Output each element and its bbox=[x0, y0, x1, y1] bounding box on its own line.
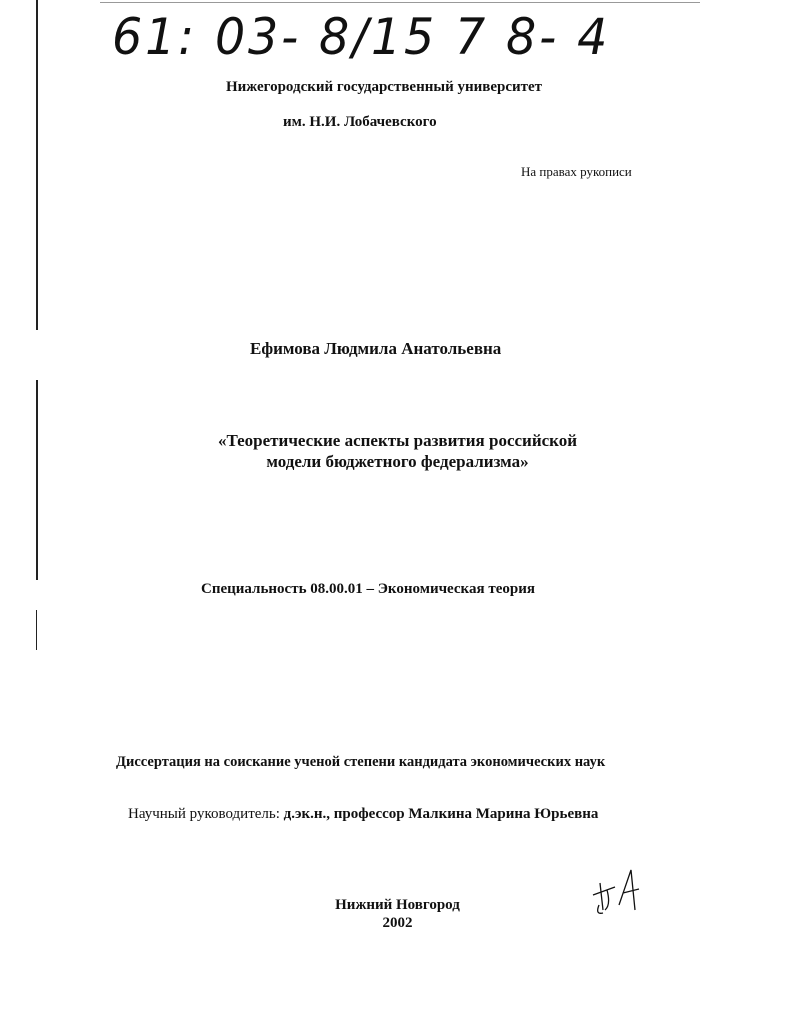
scan-margin-line bbox=[36, 0, 38, 330]
scan-margin-line bbox=[36, 610, 37, 650]
degree-statement: Диссертация на соискание ученой степени кандидата экономических наук bbox=[116, 754, 606, 770]
supervisor-name: д.эк.н., профессор Малкина Марина Юрьевна bbox=[283, 806, 599, 822]
supervisor-line bbox=[128, 806, 598, 823]
author-name: Ефимова Людмила Анатольевна bbox=[250, 339, 502, 358]
specialty: Специальность 08.00.01 – Экономическая теория bbox=[201, 581, 535, 597]
city: Нижний Новгород bbox=[335, 897, 460, 913]
university-name: Нижегородский государственный университет bbox=[226, 79, 543, 95]
signature-icon bbox=[585, 865, 645, 920]
thesis-title-line2: модели бюджетного федерализма» bbox=[266, 452, 529, 471]
manuscript-rights: На правах рукописи bbox=[521, 164, 632, 179]
supervisor-label: Научный руководитель: bbox=[128, 806, 280, 822]
scan-edge bbox=[100, 2, 700, 3]
handwritten-archive-code: 61: 03- 8/15 7 8- 4 bbox=[112, 8, 611, 66]
university-named-after: им. Н.И. Лобачевского bbox=[283, 114, 437, 130]
scan-margin-line bbox=[36, 380, 38, 580]
thesis-title-line1: «Теоретические аспекты развития российской bbox=[217, 431, 578, 450]
year: 2002 bbox=[382, 915, 413, 931]
